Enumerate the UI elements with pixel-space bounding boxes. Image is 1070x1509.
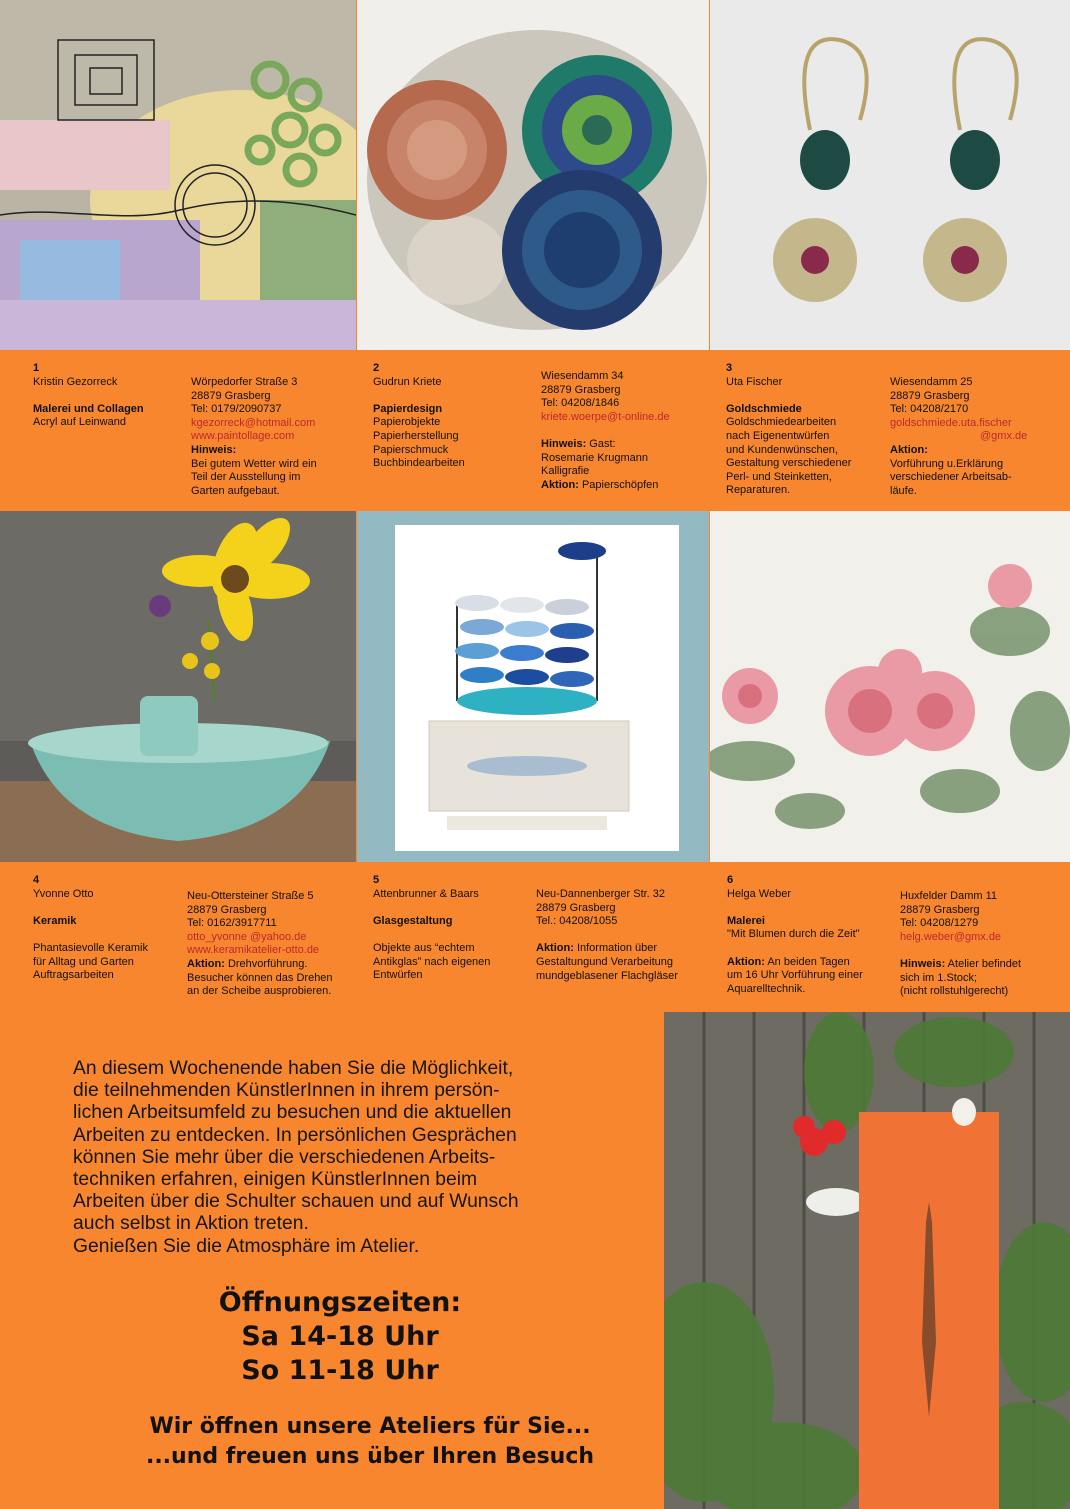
- artist-6-city: 28879 Grasberg: [900, 903, 980, 916]
- artist-5-number: 5: [373, 874, 380, 886]
- artist-3-address: Wiesendamm 25: [890, 376, 973, 388]
- artist-5-phone: Tel.: 04208/1055: [536, 915, 618, 928]
- artist-1-phone: Tel: 0179/2090737: [191, 403, 282, 416]
- artist-3-detail: Perl- und Steinketten,: [726, 470, 832, 483]
- artist-5-info: [373, 874, 523, 983]
- artist-2-detail: Papierschmuck: [373, 443, 449, 456]
- artist-6-note: sich im 1.Stock;: [900, 971, 978, 984]
- artist-1-name: Kristin Gezorreck: [33, 375, 118, 388]
- artist-1-note: Teil der Ausstellung im: [191, 471, 301, 484]
- garden-banner-photo: [664, 1012, 1070, 1509]
- artist-2-phone: Tel: 04208/1846: [541, 397, 620, 410]
- artist-1-detail: Acryl auf Leinwand: [33, 416, 126, 429]
- artist-6-contact: [900, 890, 1068, 999]
- artist-1-discipline: Malerei und Collagen: [33, 402, 144, 415]
- artist-6-name: Helga Weber: [727, 887, 791, 900]
- artist-2-contact: [541, 370, 706, 492]
- artist-2-city: 28879 Grasberg: [541, 383, 621, 396]
- artist-5-action-inline: Information über: [573, 942, 658, 955]
- artist-1-number: 1: [33, 362, 40, 374]
- artist-6-discipline: Malerei: [727, 914, 765, 927]
- artist-4-phone: Tel: 0162/3917711: [187, 917, 277, 930]
- artist-3-action: verschiedener Arbeitsab-: [890, 471, 1012, 484]
- artist-1-web-link[interactable]: www.paintollage.com: [191, 430, 295, 443]
- artist-4-action-inline: Drehvorführung.: [224, 957, 308, 970]
- artist-4-detail: Auftragsarbeiten: [33, 969, 114, 982]
- artist-3-detail: Reparaturen.: [726, 484, 791, 497]
- artist-1-email-link[interactable]: kgezorreck@hotmail.com: [191, 416, 316, 429]
- artist-4-action: Besucher können das Drehen: [187, 971, 333, 984]
- artist-4-info: [33, 874, 183, 983]
- artist-4-address: Neu-Ottersteiner Straße 5: [187, 890, 314, 902]
- earrings-photo: [710, 0, 1070, 350]
- intro-line: auch selbst in Aktion treten.: [73, 1213, 309, 1235]
- artist-3-detail: Goldschmiedearbeiten: [726, 416, 837, 429]
- opening-hours-saturday: Sa 14-18 Uhr: [241, 1321, 439, 1352]
- artist-2-note-inline: Gast:: [586, 437, 616, 450]
- artist-4-web-link[interactable]: www.keramikatelier-otto.de: [187, 944, 320, 957]
- intro-line: Arbeiten zu entdecken. In persönlichen Gesprächen: [73, 1124, 517, 1146]
- artist-4-action-label: Aktion:: [187, 957, 225, 970]
- artist-6-note-inline: Atelier befindet: [945, 957, 1022, 970]
- intro-line: die teilnehmenden KünstlerInnen in ihrem persön-: [73, 1080, 500, 1102]
- artist-5-address: Neu-Dannenberger Str. 32: [536, 888, 666, 900]
- opening-hours-sunday: So 11-18 Uhr: [241, 1355, 439, 1386]
- artist-3-phone: Tel: 04208/2170: [890, 403, 969, 416]
- artist-6-action: um 16 Uhr Vorführung einer: [727, 969, 863, 982]
- artist-2-discipline: Papierdesign: [373, 402, 443, 415]
- artist-3-action-label: Aktion:: [890, 443, 928, 456]
- artist-4-name: Yvonne Otto: [33, 887, 94, 900]
- artist-6-note: (nicht rollstuhlgerecht): [900, 985, 1009, 998]
- artist-2-action: Papierschöpfen: [578, 478, 659, 491]
- artist-4-email-link[interactable]: otto_yvonne @yahoo.de: [187, 930, 307, 943]
- artist-2-name: Gudrun Kriete: [373, 375, 442, 388]
- artist-6-phone: Tel: 04208/1279: [900, 917, 979, 930]
- ceramic-bowl-photo: [0, 511, 356, 862]
- opening-hours: [60, 1286, 620, 1388]
- closing-line-1: Wir öffnen unsere Ateliers für Sie...: [149, 1414, 591, 1439]
- intro-line: Genießen Sie die Atmosphäre im Atelier.: [73, 1235, 420, 1257]
- paper-rolls-photo: [357, 0, 709, 350]
- artist-3-contact: [890, 376, 1065, 498]
- painting-photo: [0, 0, 356, 350]
- artist-2-note: Rosemarie Krugmann: [541, 451, 648, 464]
- artist-6-action-label: Aktion:: [727, 955, 765, 968]
- intro-line: An diesem Wochenende haben Sie die Möglichkeit,: [73, 1058, 514, 1079]
- artist-1-note-label: Hinweis:: [191, 443, 237, 456]
- artist-4-discipline: Keramik: [33, 914, 77, 927]
- artist-5-detail: Objekte aus “echtem: [373, 941, 475, 954]
- artist-4-detail: für Alltag und Garten: [33, 955, 134, 968]
- artist-6-action-inline: An beiden Tagen: [764, 955, 850, 968]
- glass-fish-photo: [357, 511, 709, 862]
- artist-2-detail: Papierobjekte: [373, 416, 441, 429]
- roses-watercolor-photo: [710, 511, 1070, 862]
- artist-1-info: [33, 362, 183, 430]
- artist-3-info: [726, 362, 886, 498]
- artist-2-address: Wiesendamm 34: [541, 370, 624, 382]
- artist-3-action: läufe.: [890, 484, 917, 497]
- artist-3-action: Vorführung u.Erklärung: [890, 457, 1004, 470]
- intro-line: können Sie mehr über die verschiedenen Arbeits-: [73, 1146, 496, 1168]
- artist-3-email-domain[interactable]: @gmx.de: [980, 430, 1028, 443]
- artist-3-detail: Gestaltung verschiedener: [726, 457, 852, 470]
- artist-1-note: Bei gutem Wetter wird ein: [191, 457, 317, 470]
- artist-5-detail: Entwürfen: [373, 969, 423, 982]
- artist-3-number: 3: [726, 362, 733, 374]
- artist-2-number: 2: [373, 362, 380, 374]
- artist-4-city: 28879 Grasberg: [187, 903, 267, 916]
- artist-5-contact: [536, 888, 708, 983]
- artist-5-action: Gestaltungund Verarbeitung: [536, 955, 673, 968]
- artist-5-action: mundgeblasener Flachgläser: [536, 969, 678, 982]
- artist-2-detail: Buchbindearbeiten: [373, 457, 465, 470]
- artist-3-name: Uta Fischer: [726, 375, 783, 388]
- artist-2-info: [373, 362, 523, 471]
- artist-6-info: [727, 874, 897, 996]
- artist-6-number: 6: [727, 874, 734, 886]
- artist-6-detail: "Mit Blumen durch die Zeit": [727, 928, 860, 941]
- artist-4-action: an der Scheibe ausprobieren.: [187, 985, 332, 998]
- artist-2-email-link[interactable]: kriete.woerpe@t-online.de: [541, 410, 670, 423]
- intro-line: lichen Arbeitsumfeld zu besuchen und die aktuellen: [73, 1102, 512, 1124]
- intro-line: Arbeiten über die Schulter schauen und auf Wunsch: [73, 1191, 519, 1213]
- artist-5-discipline: Glasgestaltung: [373, 914, 453, 927]
- artist-6-action: Aquarelltechnik.: [727, 982, 806, 995]
- artist-6-note-label: Hinweis:: [900, 957, 946, 970]
- artist-4-contact: [187, 890, 359, 999]
- artist-4-number: 4: [33, 874, 40, 886]
- intro-line: techniken erfahren, einigen KünstlerInnen beim: [73, 1169, 478, 1191]
- artist-3-detail: und Kundenwünschen,: [726, 443, 838, 456]
- artist-1-note: Garten aufgebaut.: [191, 484, 280, 497]
- closing-message: [60, 1412, 680, 1472]
- artist-1-address: Wörpedorfer Straße 3: [191, 376, 298, 388]
- artist-3-email-link[interactable]: goldschmiede.uta.fischer: [890, 416, 1012, 429]
- artist-3-detail: nach Eigenentwürfen: [726, 429, 830, 442]
- artist-5-name: Attenbrunner & Baars: [373, 887, 479, 900]
- artist-6-email-link[interactable]: helg.weber@gmx.de: [900, 930, 1002, 943]
- artist-5-detail: Antikglas” nach eigenen: [373, 955, 491, 968]
- opening-hours-title: Öffnungszeiten:: [218, 1287, 462, 1318]
- artist-5-city: 28879 Grasberg: [536, 901, 616, 914]
- artist-2-note-label: Hinweis:: [541, 437, 587, 450]
- artist-3-discipline: Goldschmiede: [726, 402, 802, 415]
- closing-line-2: ...und freuen uns über Ihren Besuch: [145, 1444, 595, 1469]
- artist-1-contact: [191, 376, 356, 498]
- artist-3-city: 28879 Grasberg: [890, 389, 970, 402]
- intro-paragraph: [73, 1058, 633, 1258]
- artist-4-detail: Phantasievolle Keramik: [33, 941, 148, 954]
- artist-2-action-label: Aktion:: [541, 478, 579, 491]
- artist-6-address: Huxfelder Damm 11: [900, 890, 997, 902]
- artist-2-detail: Papierherstellung: [373, 429, 459, 442]
- artist-2-note: Kalligrafie: [541, 465, 590, 478]
- artist-1-city: 28879 Grasberg: [191, 389, 271, 402]
- artist-5-action-label: Aktion:: [536, 942, 574, 955]
